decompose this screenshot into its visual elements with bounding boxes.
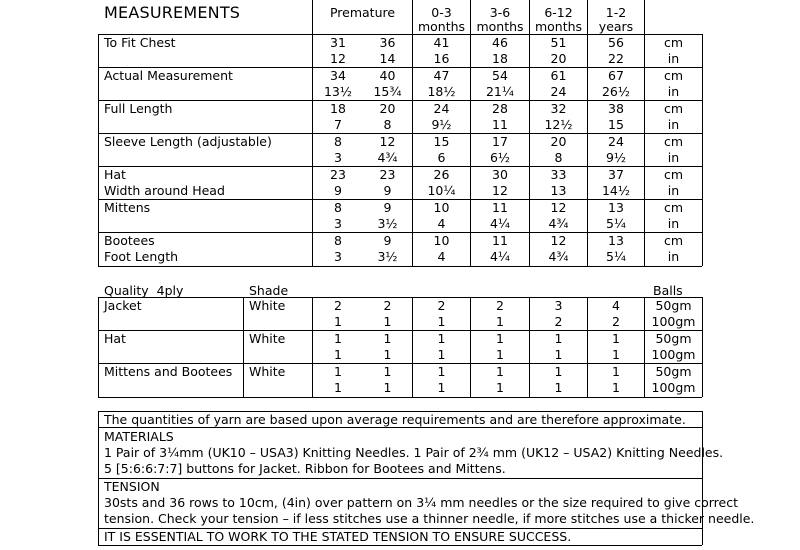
cm-cell: 8	[334, 200, 342, 215]
materials-line-1: 1 Pair of 3¼mm (UK10 – USA3) Knitting Needles. 1 Pair of 2¾ mm (UK12 – USA2) Knitting Needles.	[104, 445, 724, 460]
rule	[98, 397, 702, 398]
in-cell: 3½	[377, 216, 398, 231]
in-cell: 14½	[601, 183, 631, 198]
ball-count: 1	[612, 347, 620, 362]
in-cell: 12	[330, 51, 346, 66]
rule	[98, 266, 702, 267]
rule	[412, 0, 413, 266]
ball-count: 1	[334, 314, 342, 329]
tension-line-2: tension. Check your tension – if less stitches use a thinner needle, if more stitches use a thicker needle.	[104, 511, 755, 526]
rule	[98, 67, 702, 68]
cm-cell: 32	[550, 101, 567, 116]
row-label: To Fit Chest	[104, 35, 176, 50]
ball-count: 1	[437, 380, 446, 395]
cm-cell: 26	[433, 167, 450, 182]
rule	[529, 0, 530, 266]
in-cell: 12	[492, 183, 508, 198]
in-cell: 4	[437, 249, 446, 264]
cm-cell: 11	[492, 200, 508, 215]
ball-count: 1	[334, 364, 342, 379]
ball-count: 1	[383, 314, 392, 329]
ball-count: 1	[383, 347, 392, 362]
in-cell: 4¾	[377, 150, 398, 165]
in-cell: 9½	[605, 150, 627, 165]
row-label: Actual Measurement	[104, 68, 233, 83]
in-cell: 9	[334, 183, 342, 198]
rule	[470, 0, 471, 266]
cm-cell: 10	[433, 233, 450, 248]
row-label: Foot Length	[104, 249, 179, 264]
in-cell: 13	[550, 183, 567, 198]
rule	[587, 0, 588, 266]
ball-count: 4	[612, 298, 620, 313]
in-cell: 15	[608, 117, 624, 132]
unit-label: in	[667, 51, 680, 66]
cm-cell: 38	[608, 101, 624, 116]
cm-cell: 23	[330, 167, 346, 182]
in-cell: 16	[433, 51, 450, 66]
cm-cell: 11	[492, 233, 508, 248]
unit-label: in	[667, 249, 680, 264]
rule	[587, 297, 588, 397]
in-cell: 3	[334, 249, 342, 264]
ball-count: 1	[383, 364, 392, 379]
row-label: Sleeve Length (adjustable)	[104, 134, 272, 149]
ball-count: 2	[554, 314, 563, 329]
ball-count: 1	[437, 364, 446, 379]
cm-cell: 67	[608, 68, 624, 83]
in-cell: 21¼	[485, 84, 515, 99]
yarn-item-label: Hat	[104, 331, 126, 346]
row-label: Hat	[104, 167, 126, 182]
yarn-shade: White	[249, 364, 286, 379]
cm-cell: 40	[379, 68, 396, 83]
cm-cell: 37	[608, 167, 624, 182]
ball-weight: 100gm	[651, 380, 696, 395]
rule	[98, 411, 99, 545]
yarn-shade: White	[249, 331, 286, 346]
ball-weight: 50gm	[655, 298, 692, 313]
in-cell: 22	[608, 51, 624, 66]
cm-cell: 24	[433, 101, 450, 116]
unit-label: in	[667, 150, 680, 165]
in-cell: 9½	[431, 117, 452, 132]
row-label: Mittens	[104, 200, 151, 215]
yarn-item-label: Mittens and Bootees	[104, 364, 233, 379]
cm-cell: 28	[492, 101, 508, 116]
cm-cell: 46	[492, 35, 508, 50]
in-cell: 5¼	[605, 216, 627, 231]
ball-count: 1	[554, 364, 563, 379]
page-title: MEASUREMENTS	[104, 3, 241, 22]
size-header-1-2-unit: years	[598, 19, 634, 34]
in-cell: 3½	[377, 249, 398, 264]
rule	[702, 297, 703, 397]
ball-count: 1	[437, 314, 446, 329]
unit-label: in	[667, 183, 680, 198]
size-header-3-6-unit: months	[476, 19, 524, 34]
ball-weight: 50gm	[655, 364, 692, 379]
in-cell: 13½	[323, 84, 353, 99]
ball-count: 2	[437, 298, 446, 313]
in-cell: 4	[437, 216, 446, 231]
ball-count: 2	[334, 298, 342, 313]
cm-cell: 20	[379, 101, 396, 116]
yarn-balls-header: Balls	[653, 283, 683, 298]
size-header-premature: Premature	[329, 5, 396, 20]
cm-cell: 13	[608, 233, 624, 248]
rule	[98, 34, 99, 266]
cm-cell: 10	[433, 200, 450, 215]
unit-label: cm	[663, 35, 684, 50]
rule	[644, 297, 645, 397]
ball-count: 1	[334, 347, 342, 362]
cm-cell: 8	[334, 233, 342, 248]
cm-cell: 61	[550, 68, 567, 83]
rule	[98, 478, 702, 479]
tension-heading: TENSION	[104, 479, 160, 494]
in-cell: 14	[379, 51, 396, 66]
in-cell: 9	[383, 183, 392, 198]
cm-cell: 17	[492, 134, 508, 149]
rule	[529, 297, 530, 397]
in-cell: 20	[550, 51, 567, 66]
unit-label: cm	[663, 200, 684, 215]
cm-cell: 51	[550, 35, 567, 50]
unit-label: cm	[663, 68, 684, 83]
ball-count: 2	[383, 298, 392, 313]
in-cell: 8	[554, 150, 563, 165]
in-cell: 4¼	[489, 249, 511, 264]
unit-label: cm	[663, 134, 684, 149]
ball-count: 1	[496, 380, 504, 395]
in-cell: 18	[492, 51, 508, 66]
ball-count: 1	[437, 331, 446, 346]
in-cell: 8	[383, 117, 392, 132]
size-header-0-3-unit: months	[417, 19, 466, 34]
ball-count: 1	[437, 347, 446, 362]
ball-count: 1	[496, 364, 504, 379]
cm-cell: 54	[492, 68, 508, 83]
rule	[98, 166, 702, 167]
rule	[98, 297, 99, 397]
size-header-0-3: 0-3	[431, 5, 452, 20]
cm-cell: 12	[379, 134, 396, 149]
ball-count: 1	[383, 331, 392, 346]
in-cell: 4¾	[548, 216, 569, 231]
rule	[702, 34, 703, 266]
ball-count: 1	[496, 331, 504, 346]
ball-count: 2	[612, 314, 620, 329]
materials-line-2: 5 [5:6:6:7:7] buttons for Jacket. Ribbon for Bootees and Mittens.	[104, 461, 506, 476]
cm-cell: 33	[550, 167, 567, 182]
ball-count: 1	[334, 380, 342, 395]
unit-label: cm	[663, 101, 684, 116]
ball-count: 1	[612, 331, 620, 346]
tension-line-1: 30sts and 36 rows to 10cm, (4in) over pattern on 3¼ mm needles or the size required to give correct	[104, 495, 739, 510]
cm-cell: 8	[334, 134, 342, 149]
in-cell: 3	[334, 216, 342, 231]
cm-cell: 36	[379, 35, 396, 50]
cm-cell: 24	[608, 134, 624, 149]
rule	[312, 0, 313, 266]
ball-count: 1	[496, 347, 504, 362]
ball-count: 1	[554, 380, 563, 395]
yarn-item-label: Jacket	[104, 298, 142, 313]
in-cell: 5¼	[605, 249, 627, 264]
rule	[98, 427, 702, 428]
size-header-6-12: 6-12	[544, 5, 573, 20]
rule	[98, 330, 702, 331]
in-cell: 3	[334, 150, 342, 165]
yarn-shade: White	[249, 298, 286, 313]
in-cell: 11	[492, 117, 508, 132]
rule	[644, 0, 645, 266]
in-cell: 7	[334, 117, 342, 132]
in-cell: 4¾	[548, 249, 569, 264]
materials-heading: MATERIALS	[104, 429, 174, 444]
quantities-note: The quantities of yarn are based upon average requirements and are therefore approximate.	[104, 412, 686, 427]
in-cell: 26½	[601, 84, 631, 99]
rule	[98, 100, 702, 101]
rule	[98, 297, 702, 298]
ball-count: 1	[383, 380, 392, 395]
ball-count: 1	[612, 380, 620, 395]
cm-cell: 47	[433, 68, 450, 83]
in-cell: 4¼	[489, 216, 511, 231]
in-cell: 12½	[544, 117, 573, 132]
row-label: Bootees	[104, 233, 155, 248]
cm-cell: 12	[550, 233, 567, 248]
unit-label: cm	[663, 167, 684, 182]
in-cell: 15¾	[373, 84, 402, 99]
yarn-shade-header: Shade	[249, 283, 289, 298]
in-cell: 6	[437, 150, 446, 165]
in-cell: 10¼	[427, 183, 456, 198]
rule	[98, 199, 702, 200]
unit-label: in	[667, 84, 680, 99]
ball-count: 1	[334, 331, 342, 346]
ball-count: 1	[496, 314, 504, 329]
ball-count: 1	[554, 347, 563, 362]
ball-count: 2	[496, 298, 504, 313]
rule	[98, 545, 702, 546]
cm-cell: 15	[433, 134, 450, 149]
cm-cell: 13	[608, 200, 624, 215]
tension-warning: IT IS ESSENTIAL TO WORK TO THE STATED TENSION TO ENSURE SUCCESS.	[104, 529, 572, 544]
cm-cell: 56	[608, 35, 624, 50]
unit-label: cm	[663, 233, 684, 248]
cm-cell: 30	[492, 167, 508, 182]
unit-label: in	[667, 117, 680, 132]
cm-cell: 23	[379, 167, 396, 182]
rule	[98, 133, 702, 134]
rule	[470, 297, 471, 397]
cm-cell: 9	[383, 233, 392, 248]
ball-weight: 50gm	[655, 331, 692, 346]
rule	[412, 297, 413, 397]
in-cell: 6½	[489, 150, 511, 165]
cm-cell: 18	[330, 101, 346, 116]
ball-count: 3	[554, 298, 563, 313]
rule	[312, 297, 313, 397]
ball-count: 1	[554, 331, 563, 346]
size-header-1-2: 1-2	[605, 5, 627, 20]
rule	[98, 363, 702, 364]
cm-cell: 9	[383, 200, 392, 215]
unit-label: in	[667, 216, 680, 231]
row-label: Width around Head	[104, 183, 225, 198]
rule	[243, 297, 244, 397]
yarn-quality-header: Quality 4ply	[104, 283, 184, 298]
ball-weight: 100gm	[651, 314, 696, 329]
cm-cell: 34	[330, 68, 346, 83]
row-label: Full Length	[104, 101, 173, 116]
ball-count: 1	[612, 364, 620, 379]
rule	[98, 232, 702, 233]
in-cell: 24	[550, 84, 567, 99]
ball-weight: 100gm	[651, 347, 696, 362]
rule	[98, 34, 702, 35]
cm-cell: 20	[550, 134, 567, 149]
size-header-3-6: 3-6	[489, 5, 511, 20]
in-cell: 18½	[427, 84, 456, 99]
cm-cell: 41	[433, 35, 450, 50]
size-header-6-12-unit: months	[534, 19, 583, 34]
cm-cell: 31	[330, 35, 346, 50]
cm-cell: 12	[550, 200, 567, 215]
